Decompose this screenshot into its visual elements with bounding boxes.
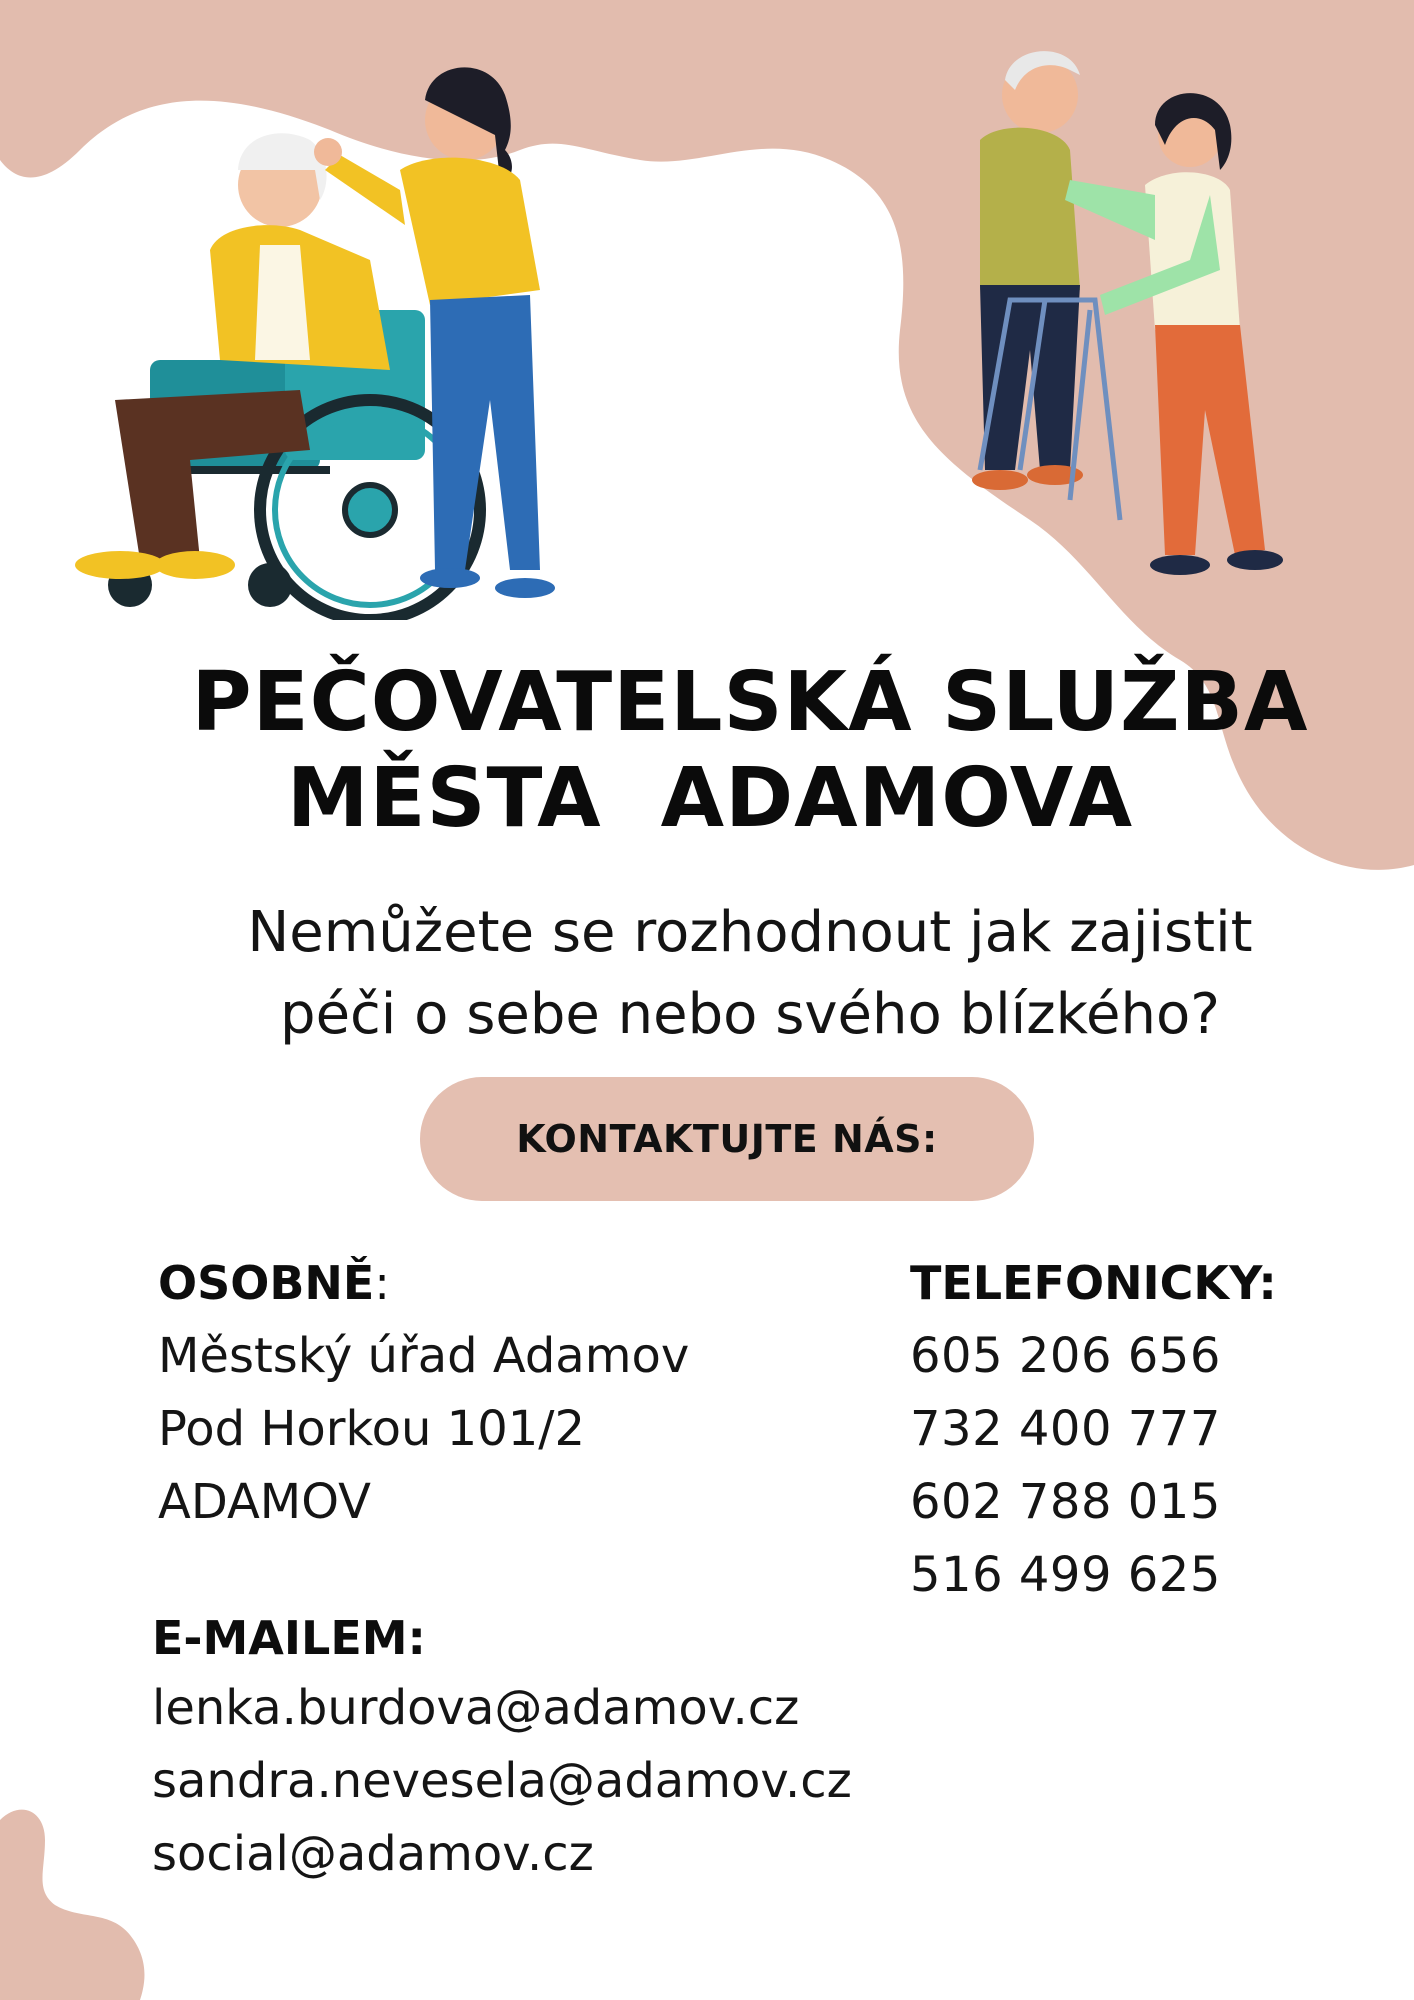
page-title — [160, 655, 1340, 847]
caregiver-pushing-wheelchair-illustration — [70, 40, 590, 620]
address-line: Městský úřad Adamov — [158, 1328, 690, 1384]
subtitle-line-1: Nemůžete se rozhodnout jak zajistit — [247, 900, 1253, 965]
address-line: ADAMOV — [158, 1474, 371, 1530]
subtitle-line-2: péči o sebe nebo svého blízkého? — [280, 982, 1220, 1047]
title-line-1: PEČOVATELSKÁ SLUŽBA — [191, 655, 1309, 750]
phone-number[interactable]: 732 400 777 — [910, 1401, 1221, 1457]
title-line-2: MĚSTA ADAMOVA — [286, 751, 1134, 846]
in-person-heading — [158, 1255, 390, 1311]
bottom-left-blob — [0, 1810, 144, 2000]
phone-number[interactable]: 605 206 656 — [910, 1328, 1221, 1384]
caregiver-helping-elderly-with-walker-illustration — [920, 30, 1290, 600]
phone-numbers — [910, 1320, 1221, 1612]
in-person-address — [158, 1320, 689, 1539]
email-heading: E-MAILEM: — [152, 1611, 426, 1665]
phone-heading: TELEFONICKY: — [910, 1256, 1277, 1310]
in-person-heading-text: OSOBNĚ — [158, 1256, 375, 1310]
in-person-heading-colon: : — [374, 1256, 390, 1310]
email-address[interactable]: sandra.nevesela@adamov.cz — [152, 1753, 852, 1809]
subtitle-question — [160, 892, 1340, 1056]
address-line: Pod Horkou 101/2 — [158, 1401, 585, 1457]
email-address[interactable]: lenka.burdova@adamov.cz — [152, 1680, 800, 1736]
phone-number[interactable]: 602 788 015 — [910, 1474, 1221, 1530]
email-addresses — [152, 1672, 852, 1891]
phone-number[interactable]: 516 499 625 — [910, 1547, 1221, 1603]
email-address[interactable]: social@adamov.cz — [152, 1826, 594, 1882]
contact-us-banner: KONTAKTUJTE NÁS: — [420, 1077, 1034, 1201]
